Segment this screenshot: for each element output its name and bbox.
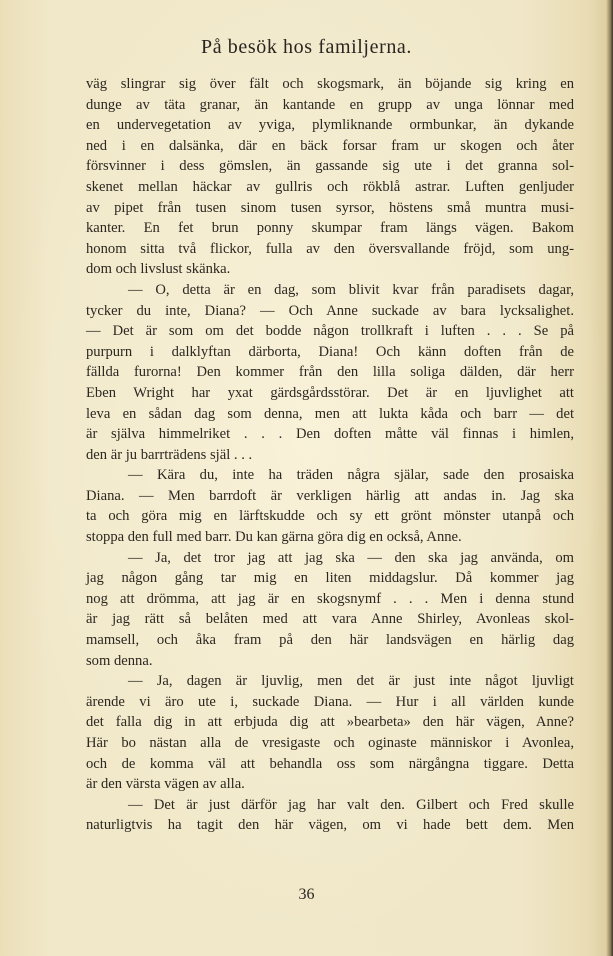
text-line: av pipet från tusen sinom tusen syrsor, höstens små muntra musi- <box>86 199 574 216</box>
text-line: — Det är som om det bodde någon trollkraft i luften . . . Se på <box>86 323 574 340</box>
text-line: Eben Wright har yxat gärdsgårdsstörar. Det är en ljuvlighet att <box>86 384 574 401</box>
text-line: Här bo nästan alla de vresigaste och oginaste människor i Avonlea, <box>86 735 574 751</box>
text-line: fällda furorna! Den kommer från den lilla soliga dälden, där herr <box>86 364 574 381</box>
text-line: den är ju barrträdens själ . . . <box>86 446 253 463</box>
text-line: naturligtvis ha tagit den här vägen, om vi hade bett dem. Men <box>86 817 574 834</box>
text-line: en undervegetation av yviga, plymliknande ormbunkar, än dykande <box>86 117 574 134</box>
running-header: På besök hos familjerna. <box>200 36 413 58</box>
text-line: tycker du inte, Diana? — Och Anne suckade av bara lycksalighet. <box>86 302 574 319</box>
text-line: och de komma väl att behandla oss som närgångna tiggare. Detta <box>86 755 574 772</box>
text-line: honom sitta två flickor, fulla av den översvallande fröjd, som ung- <box>86 240 574 257</box>
page-number: 36 <box>298 886 315 903</box>
text-line: nog att drömma, att jag är en skogsnymf . . . Men i denna stund <box>86 590 574 607</box>
text-line: — Kära du, inte ha träden några själar, sade den prosaiska <box>128 467 574 484</box>
text-line: skenet mellan häckar av gullris och rökblå astrar. Luften genljuder <box>86 178 574 195</box>
body-text <box>86 74 574 836</box>
text-line: leva en sådan dag som denna, men att lukta kåda och barr — det <box>86 405 574 422</box>
text-line: det falla dig in att erbjuda dig att »bearbeta» den här vägen, Anne? <box>86 714 574 731</box>
text-line: — Det är just därför jag har valt den. Gilbert och Fred skulle <box>128 796 574 813</box>
text-line: purpurn i dalklyftan därborta, Diana! Och känn doften från de <box>86 343 574 360</box>
text-line: — Ja, det tror jag att jag ska — den ska jag använda, om <box>128 549 574 566</box>
text-line: stoppa den full med barr. Du kan gärna göra dig en också, Anne. <box>86 529 462 546</box>
text-line: — Ja, dagen är ljuvlig, men det är just inte något ljuvligt <box>128 673 574 690</box>
text-line: är jag rätt så belåten med att vara Anne Shirley, Avonleas skol- <box>86 611 574 628</box>
text-line: ned i en dalsänka, där en bäck forsar fram ur skogen och åter <box>86 137 574 154</box>
text-line: jag någon gång tar mig en liten middagslur. Då kommer jag <box>86 570 574 587</box>
text-line: dunge av täta granar, än kantande en grupp av unga lönnar med <box>86 96 574 113</box>
text-line: ta och göra mig en lärftskudde och sy ett grönt mönster utanpå och <box>86 508 574 525</box>
text-line: dom och livslust skänka. <box>86 261 231 278</box>
text-line: mamsell, och åka fram på den här landsvägen en härlig dag <box>86 632 574 649</box>
text-line: är själva himmelriket . . . Den doften måtte väl finnas i himlen, <box>86 426 574 443</box>
text-line: är den värsta vägen av alla. <box>86 776 245 793</box>
text-line: försvinner i dess gömslen, än gassande sig ute i det granna sol- <box>86 158 574 175</box>
page-edge-shadow <box>606 0 613 956</box>
text-line: ärende vi äro ute i, suckade Diana. — Hur i all världen kunde <box>86 693 574 710</box>
text-line: som denna. <box>86 652 153 669</box>
text-line: väg slingrar sig över fält och skogsmark, än böjande sig kring en <box>86 76 574 92</box>
text-line: Diana. — Men barrdoft är verkligen härlig att andas in. Jag ska <box>86 487 574 504</box>
text-line: — O, detta är en dag, som blivit kvar från paradisets dagar, <box>128 281 574 298</box>
text-line: kanter. En fet brun ponny skumpar fram längs vägen. Bakom <box>86 220 574 237</box>
